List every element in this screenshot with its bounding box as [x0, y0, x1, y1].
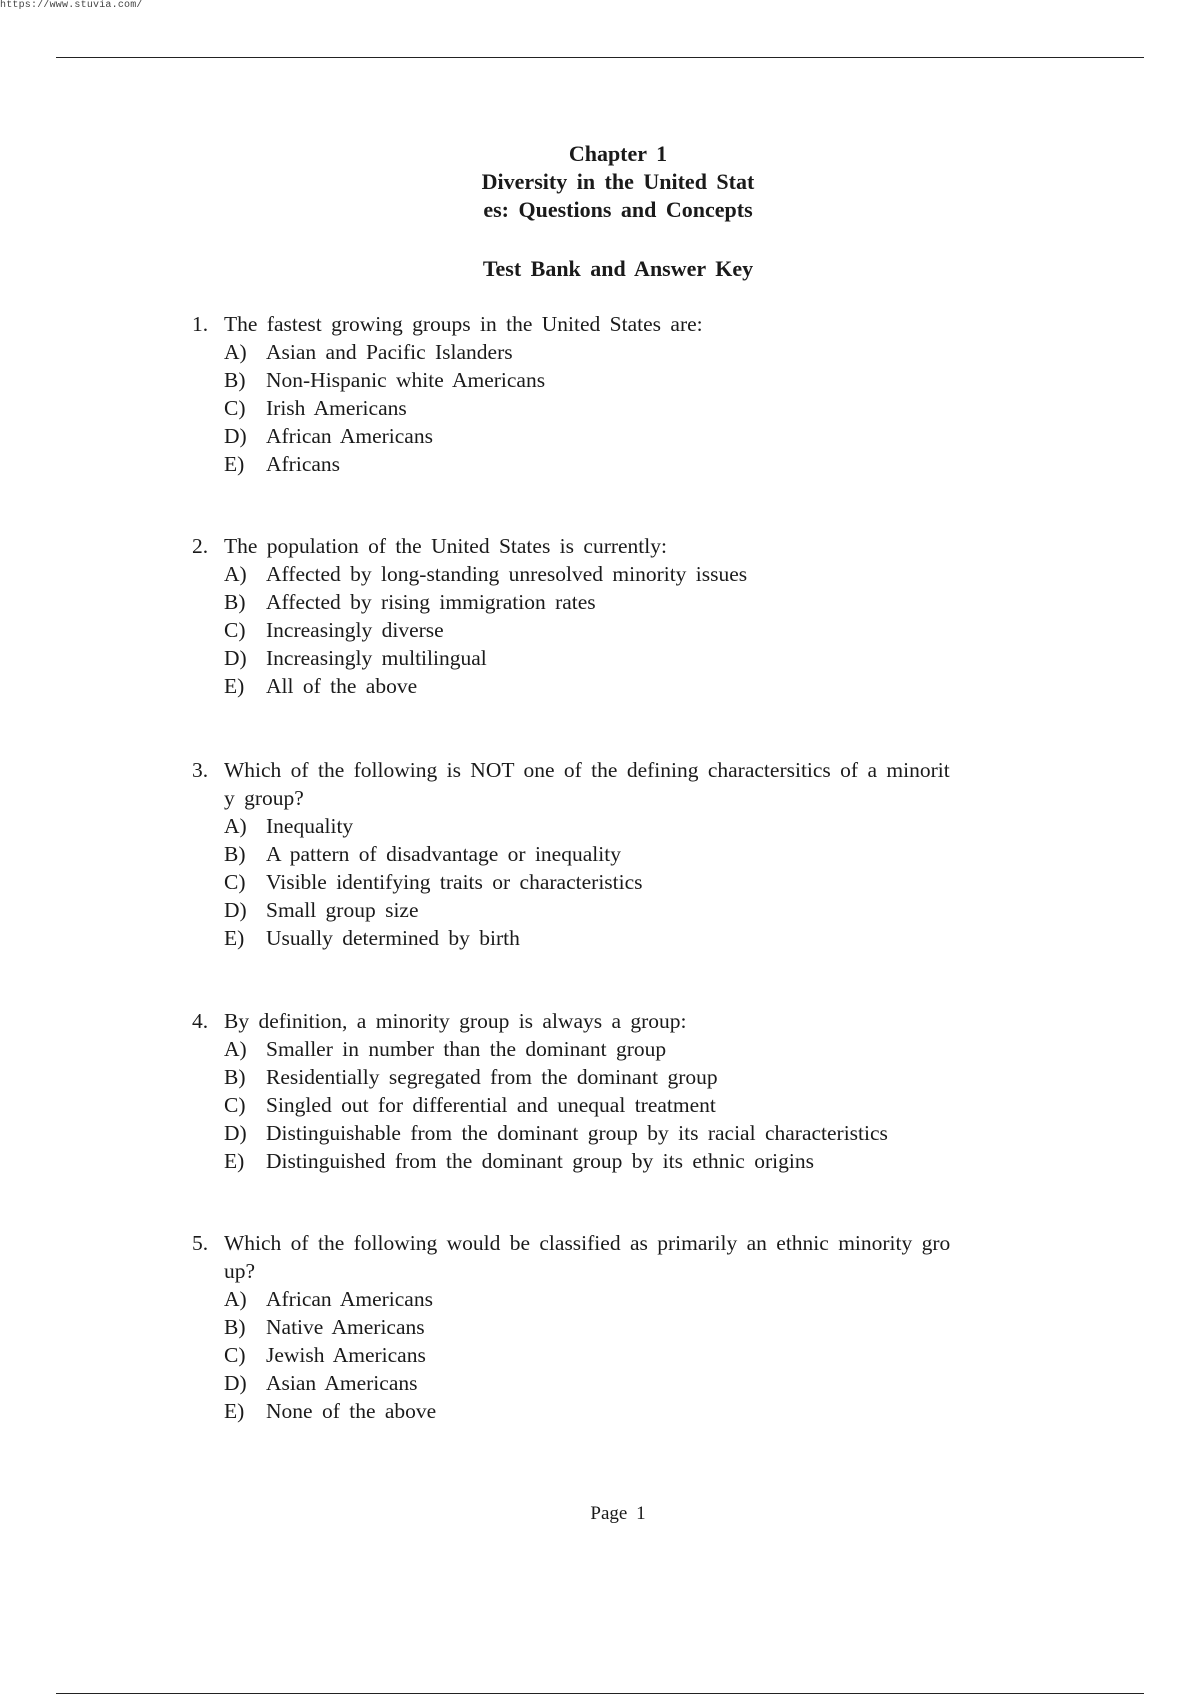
option-d: D) Small group size [224, 898, 419, 922]
option-b: B) Native Americans [224, 1315, 425, 1339]
source-url: https://www.stuvia.com/ [0, 0, 143, 11]
option-a: A) Smaller in number than the dominant group [224, 1037, 667, 1061]
question-number: 3. [192, 758, 209, 782]
option-d: D) Distinguishable from the dominant group by its racial characteristics [224, 1121, 888, 1145]
question-4 [192, 1007, 1092, 1175]
question-stem [192, 310, 1092, 338]
chapter-title-line-2: es: Questions and Concepts [483, 197, 753, 222]
question-2 [192, 532, 1092, 700]
option-d: D) Asian Americans [224, 1371, 418, 1395]
option-a: A) Asian and Pacific Islanders [224, 340, 513, 364]
question-3 [192, 756, 1092, 952]
option-list [192, 812, 1092, 952]
option-list [192, 1035, 1092, 1175]
option-list [192, 338, 1092, 478]
option-a: A) African Americans [224, 1287, 433, 1311]
option-list [192, 560, 1092, 700]
question-text: The fastest growing groups in the United States are: [224, 312, 703, 336]
question-text: The population of the United States is currently: [224, 534, 667, 558]
question-1 [192, 310, 1092, 478]
option-b: B) Residentially segregated from the dominant group [224, 1065, 718, 1089]
question-5 [192, 1229, 1092, 1425]
question-text-continued: up? [224, 1259, 256, 1283]
option-c: C) Jewish Americans [224, 1343, 426, 1367]
question-number: 2. [192, 534, 209, 558]
option-e: E) Usually determined by birth [224, 926, 520, 950]
option-c: C) Visible identifying traits or characteristics [224, 870, 643, 894]
chapter-label: Chapter 1 [568, 141, 668, 166]
question-stem [192, 1229, 1092, 1285]
question-stem [192, 532, 1092, 560]
question-stem [192, 1007, 1092, 1035]
option-b: B) A pattern of disadvantage or inequality [224, 842, 621, 866]
question-text: Which of the following would be classified as primarily an ethnic minority gro [224, 1231, 951, 1255]
document-title [0, 140, 1200, 224]
question-text: By definition, a minority group is always a group: [224, 1009, 687, 1033]
question-stem [192, 756, 1092, 812]
header-rule [56, 57, 1144, 58]
chapter-title-line-1: Diversity in the United Stat [481, 169, 755, 194]
option-c: C) Increasingly diverse [224, 618, 444, 642]
option-e: E) Distinguished from the dominant group by its ethnic origins [224, 1149, 814, 1173]
option-c: C) Singled out for differential and unequal treatment [224, 1093, 716, 1117]
option-b: B) Non-Hispanic white Americans [224, 368, 546, 392]
footer-rule [56, 1693, 1144, 1694]
question-text-continued: y group? [224, 786, 304, 810]
question-number: 5. [192, 1231, 209, 1255]
option-d: D) African Americans [224, 424, 433, 448]
option-list [192, 1285, 1092, 1425]
option-c: C) Irish Americans [224, 396, 407, 420]
option-a: A) Affected by long-standing unresolved minority issues [224, 562, 748, 586]
question-text: Which of the following is NOT one of the defining charactersitics of a minorit [224, 758, 950, 782]
option-e: E) Africans [224, 452, 341, 476]
option-d: D) Increasingly multilingual [224, 646, 487, 670]
document-subtitle: Test Bank and Answer Key [482, 256, 754, 281]
option-a: A) Inequality [224, 814, 354, 838]
question-number: 4. [192, 1009, 209, 1033]
question-number: 1. [192, 312, 209, 336]
option-e: E) All of the above [224, 674, 418, 698]
option-b: B) Affected by rising immigration rates [224, 590, 596, 614]
page-number: Page 1 [590, 1503, 646, 1524]
option-e: E) None of the above [224, 1399, 437, 1423]
